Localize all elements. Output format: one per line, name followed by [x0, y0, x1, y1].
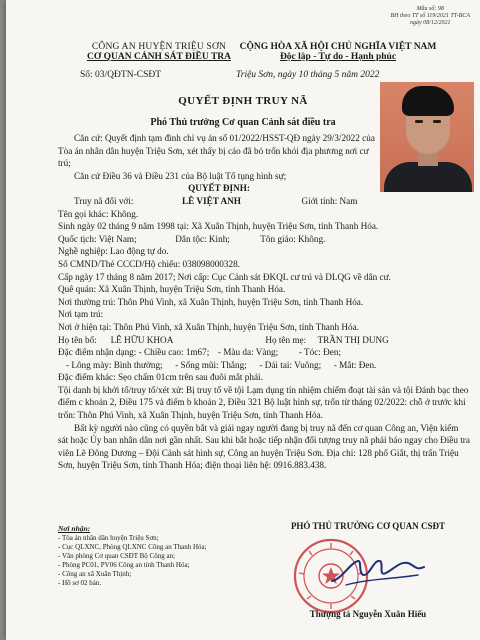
national-header — [228, 42, 448, 80]
occupation: Nghề nghiệp: Lao động tự do. — [58, 246, 169, 257]
issuer-title: Phó Thủ trưởng Cơ quan Cảnh sát điều tra — [150, 117, 336, 128]
wanted-row — [58, 195, 470, 208]
ethnicity: Dân tộc: Kinh; — [175, 233, 230, 244]
basis-paragraph: Căn cứ Điều 36 và Điều 231 của Bộ luật Tố tụng hình sự; — [74, 170, 287, 181]
permanent-residence: Nơi thường trú: Thôn Phú Vinh, xã Xuân Thịnh, huyện Triệu Sơn, tỉnh Thanh Hóa. — [58, 296, 364, 307]
features-row — [58, 359, 470, 372]
document-date: Triệu Sơn, ngày 10 tháng 5 năm 2022 — [236, 70, 380, 80]
agency-department: CƠ QUAN CẢNH SÁT ĐIỀU TRA — [86, 52, 232, 62]
height: Đặc điểm nhận dạng: - Chiều cao: 1m67; — [58, 347, 210, 358]
signature-block — [268, 521, 468, 619]
birth-info: Sinh ngày 02 tháng 9 năm 1998 tại: Xã Xuân Thịnh, huyện Triệu Sơn, tỉnh Thanh Hóa. — [58, 221, 379, 232]
recipient-item: - Công an xã Xuân Thịnh; — [58, 570, 132, 578]
eyebrows: - Lông mày: Bình thường; — [66, 359, 163, 370]
hometown: Quê quán: Xã Xuân Thịnh, huyện Triệu Sơn, tỉnh Thanh Hóa. — [58, 284, 286, 295]
temporary-residence: Nơi tạm trú: — [58, 309, 104, 320]
nationality: Quốc tịch: Việt Nam; — [58, 233, 137, 244]
suspect-name: LÊ VIỆT ANH — [182, 195, 241, 206]
mother-name: Họ tên mẹ: TRẦN THỊ DUNG — [265, 334, 389, 345]
signer-name: Thượng tá Nguyễn Xuân Hiếu — [309, 609, 427, 619]
religion: Tôn giáo: Không. — [260, 233, 326, 244]
father-name: Họ tên bố: LÊ HỮU KHOA — [58, 334, 174, 345]
decision-heading: QUYẾT ĐỊNH: — [188, 183, 250, 194]
document-page — [6, 0, 480, 640]
other-name: Tên gọi khác: Không. — [58, 208, 139, 219]
signer-title: PHÓ THỦ TRƯỞNG CƠ QUAN CSĐT — [290, 521, 446, 531]
parents-row — [58, 334, 470, 347]
agency-name: CÔNG AN HUYỆN TRIỆU SƠN — [91, 42, 227, 52]
form-code-line: Mẫu số: 98 — [416, 6, 444, 12]
form-code-line: BH theo TT số 119/2021 TT-BCA — [390, 13, 470, 19]
hair-color: - Tóc: Đen; — [298, 347, 341, 358]
recipient-item: - Phòng PC01, PV06 Công an tỉnh Thanh Hóa; — [58, 561, 190, 569]
form-code — [390, 6, 470, 27]
eyes: - Mắt: Đen. — [333, 359, 377, 370]
recipient-item: - Cục QLXNC, Phòng QLXNC Công an Thanh Hóa; — [58, 543, 207, 551]
wanted-label: Truy nã đối với: — [74, 195, 134, 206]
recipient-item: - Văn phòng Cơ quan CSĐT Bộ Công an; — [58, 552, 176, 560]
id-issue: Cấp ngày 17 tháng 8 năm 2017; Nơi cấp: Cục Cảnh sát ĐKQL cư trú và DLQG về dân cư. — [58, 271, 391, 282]
nationality-row — [58, 233, 470, 246]
suspect-gender: Giới tính: Nam — [301, 195, 358, 206]
recipients-heading: Nơi nhận: — [58, 524, 91, 533]
document-number: Số: 03/QĐTN-CSĐT — [80, 70, 162, 80]
features-row — [58, 346, 470, 359]
nose-bridge: - Sống mũi: Thẳng; — [175, 359, 247, 370]
handwritten-signature — [328, 549, 428, 589]
current-residence: Nơi ở hiện tại: Thôn Phú Vinh, xã Xuân Thịnh, huyện Triệu Sơn, tỉnh Thanh Hóa. — [58, 321, 359, 332]
country-motto: Độc lập - Tự do - Hạnh phúc — [279, 52, 397, 62]
document-body — [58, 132, 470, 472]
document-title: QUYẾT ĐỊNH TRUY NÃ — [178, 95, 308, 107]
skin-color: - Màu da: Vàng; — [217, 347, 279, 358]
special-features: Đặc điểm khác: Sẹo chấm 01cm trên sau đuôi mắt phải. — [58, 372, 263, 383]
country-name: CỘNG HÒA XÃ HỘI CHỦ NGHĨA VIỆT NAM — [239, 42, 437, 52]
recipient-item: - Hồ sơ 02 bản. — [58, 579, 102, 587]
earlobes: - Dái tai: Vuông; — [259, 359, 322, 370]
form-code-line: ngày 08/12/2021 — [409, 20, 451, 26]
id-number: Số CMND/Thẻ CCCD/Hộ chiếu: 038098000328. — [58, 258, 240, 269]
recipients — [58, 524, 258, 588]
recipient-item: - Tòa án nhân dân huyện Triệu Sơn; — [58, 534, 159, 542]
arrest-instruction: Bất kỳ người nào cũng có quyền bắt và giải ngay người đang bị truy nã đến cơ quan Công an, Viện kiểm sát hoặc Ủy ban nhân dân nơi gần nhất. Sau khi bắt hoặc tiếp nhận đối tượng truy nã phải báo ngay cho Điều tra viên Lê Đông Dương – Đội Cảnh sát hình sự, Công an huyện Triệu Sơn. Địa chỉ: 128 phố Giắt, thị trấn Triệu Sơn, huyện Triệu Sơn, tỉnh Thanh Hóa; điện thoại liên hệ: 0916.883.438. — [58, 422, 470, 471]
basis-paragraph: Căn cứ: Quyết định tạm đình chỉ vụ án số 01/2022/HSST-QĐ ngày 29/3/2022 của Tòa án nhân dân huyện Triệu Sơn, xét thấy bị cáo đã bỏ trốn khỏi địa phương nơi cư trú; — [58, 133, 375, 169]
offense-description: Tội danh bị khởi tố/truy tố/xét xử: Bị truy tố về tội Lạm dụng tín nhiệm chiếm đoạt tài sản và tội Đánh bạc theo điểm c khoản 2, Điều 175 và điểm b khoản 2, Điều 321 Bộ luật hình sự, trốn từ tháng 02/2022: chỗ ở trước khi trốn: Thôn Phú Vinh, xã Xuân Thịnh, huyện Triệu Sơn, tỉnh Thanh Hóa. — [58, 384, 469, 421]
